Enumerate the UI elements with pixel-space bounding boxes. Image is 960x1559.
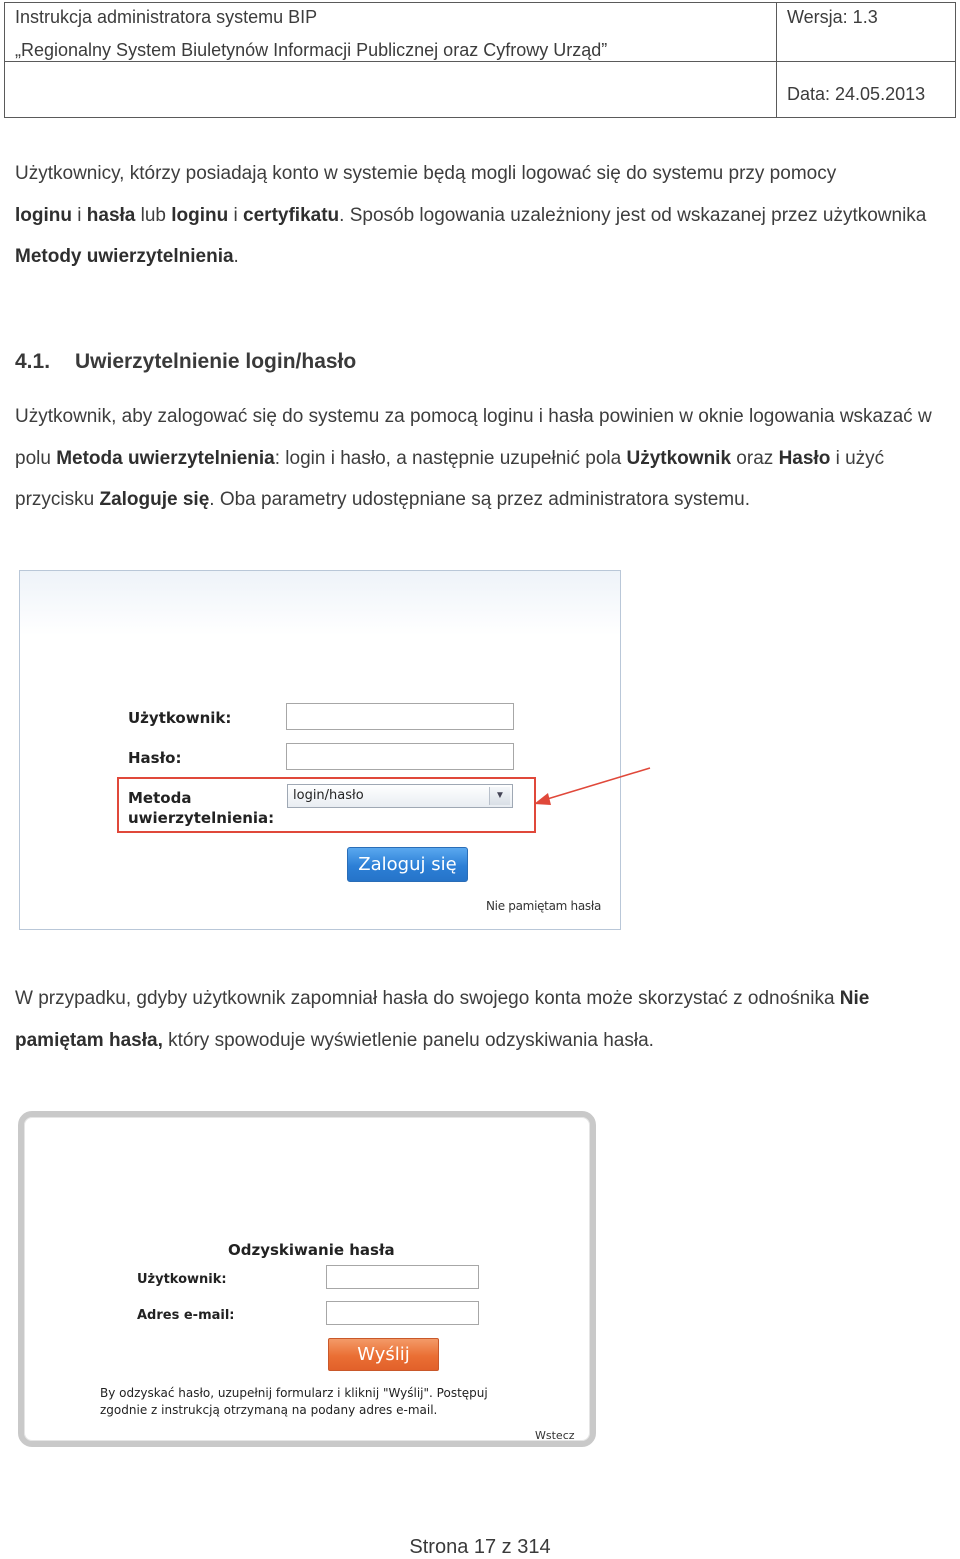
recovery-screenshot [18,1111,596,1447]
para1-bold-password: Hasło [778,447,831,469]
intro-bold-login: loginu [15,204,72,226]
intro-bold-method: Metody uwierzytelnienia [15,246,234,267]
para2-text-2: który spowoduje wyświetlenie panelu odzyskiwania hasła. [162,1029,654,1051]
para1-text-3: oraz [731,447,779,469]
recovery-user-input[interactable] [326,1265,479,1289]
intro-text-2: i [71,204,87,226]
method-select-value: login/hasło [293,788,364,803]
intro-paragraph [15,153,950,278]
document-header [4,2,956,118]
header-title-cell [5,3,777,62]
para1-text-1: Użytkownik, aby zalogować się do systemu za pomocą loginu i hasła powinien w oknie logowania wskazać w polu [15,406,932,469]
para1-text-2: : login i hasło, a następnie uzupełnić pola [274,447,627,469]
intro-bold-password: hasła [86,204,136,226]
header-subtitle: „Regionalny System Biuletynów Informacji Publicznej oraz Cyfrowy Urząd” [15,40,608,60]
send-button[interactable]: Wyślij [328,1338,439,1371]
para1-text-4: i użyć przycisku [15,447,885,510]
para1-bold-method: Metoda uwierzytelnienia [56,447,275,469]
recovery-paragraph [15,978,950,1061]
header-empty-cell [5,62,777,118]
login-password-input[interactable] [286,743,514,770]
recovery-email-label: Adres e-mail: [137,1308,235,1323]
chevron-down-icon[interactable]: ▼ [489,787,510,805]
header-version: Wersja: 1.3 [787,7,878,27]
login-screenshot [19,570,621,930]
para1-bold-user: Użytkownik [626,447,732,469]
login-password-label: Hasło: [128,749,182,767]
intro-text-4: i [228,204,244,226]
login-method-label-1: Metoda [128,789,192,807]
login-button[interactable]: Zaloguj się [347,847,468,882]
pointer-arrow-icon [530,760,655,810]
section-heading [15,350,356,374]
header-date-cell [777,62,956,118]
recovery-email-input[interactable] [326,1301,479,1325]
para1-text-5: . Oba parametry udostępniane są przez administratora systemu. [209,489,750,510]
recovery-info-text: By odzyskać hasło, uzupełnij formularz i kliknij "Wyślij". Postępuj zgodnie z instrukcją otrzymaną na podany adres e-mail. [100,1386,488,1417]
header-title: Instrukcja administratora systemu BIP [15,7,318,27]
login-paragraph [15,396,950,521]
header-version-cell [777,3,956,62]
intro-text-6: . [233,246,239,267]
header-date: Data: 24.05.2013 [787,84,926,104]
back-link[interactable]: Wstecz [535,1429,575,1442]
recovery-user-label: Użytkownik: [137,1272,227,1287]
section-title: Uwierzytelnienie login/hasło [75,350,357,373]
para2-bold-forgot: Nie pamiętam hasła, [15,988,870,1051]
para2-text-1: W przypadku, gdyby użytkownik zapomniał hasła do swojego konta może skorzystać z odnośnika [15,988,840,1009]
intro-text-1: Użytkownicy, którzy posiadają konto w systemie będą mogli logować się do systemu przy pomocy [15,163,837,184]
login-user-label: Użytkownik: [128,709,232,727]
intro-text-5: . Sposób logowania uzależniony jest od wskazanej przez użytkownika [339,204,927,226]
para1-bold-login-button: Zaloguje się [99,489,210,510]
intro-bold-certificate: certyfikatu [243,204,340,226]
recovery-title: Odzyskiwanie hasła [228,1241,395,1259]
method-select[interactable] [287,784,513,808]
intro-text-3: lub [135,204,172,226]
forgot-password-link[interactable]: Nie pamiętam hasła [486,899,602,913]
intro-bold-login-2: loginu [171,204,229,226]
section-number: 4.1. [15,350,51,373]
login-method-label-2: uwierzytelnienia: [128,809,275,827]
login-user-input[interactable] [286,703,514,730]
page-number: Strona 17 z 314 [409,1536,551,1558]
